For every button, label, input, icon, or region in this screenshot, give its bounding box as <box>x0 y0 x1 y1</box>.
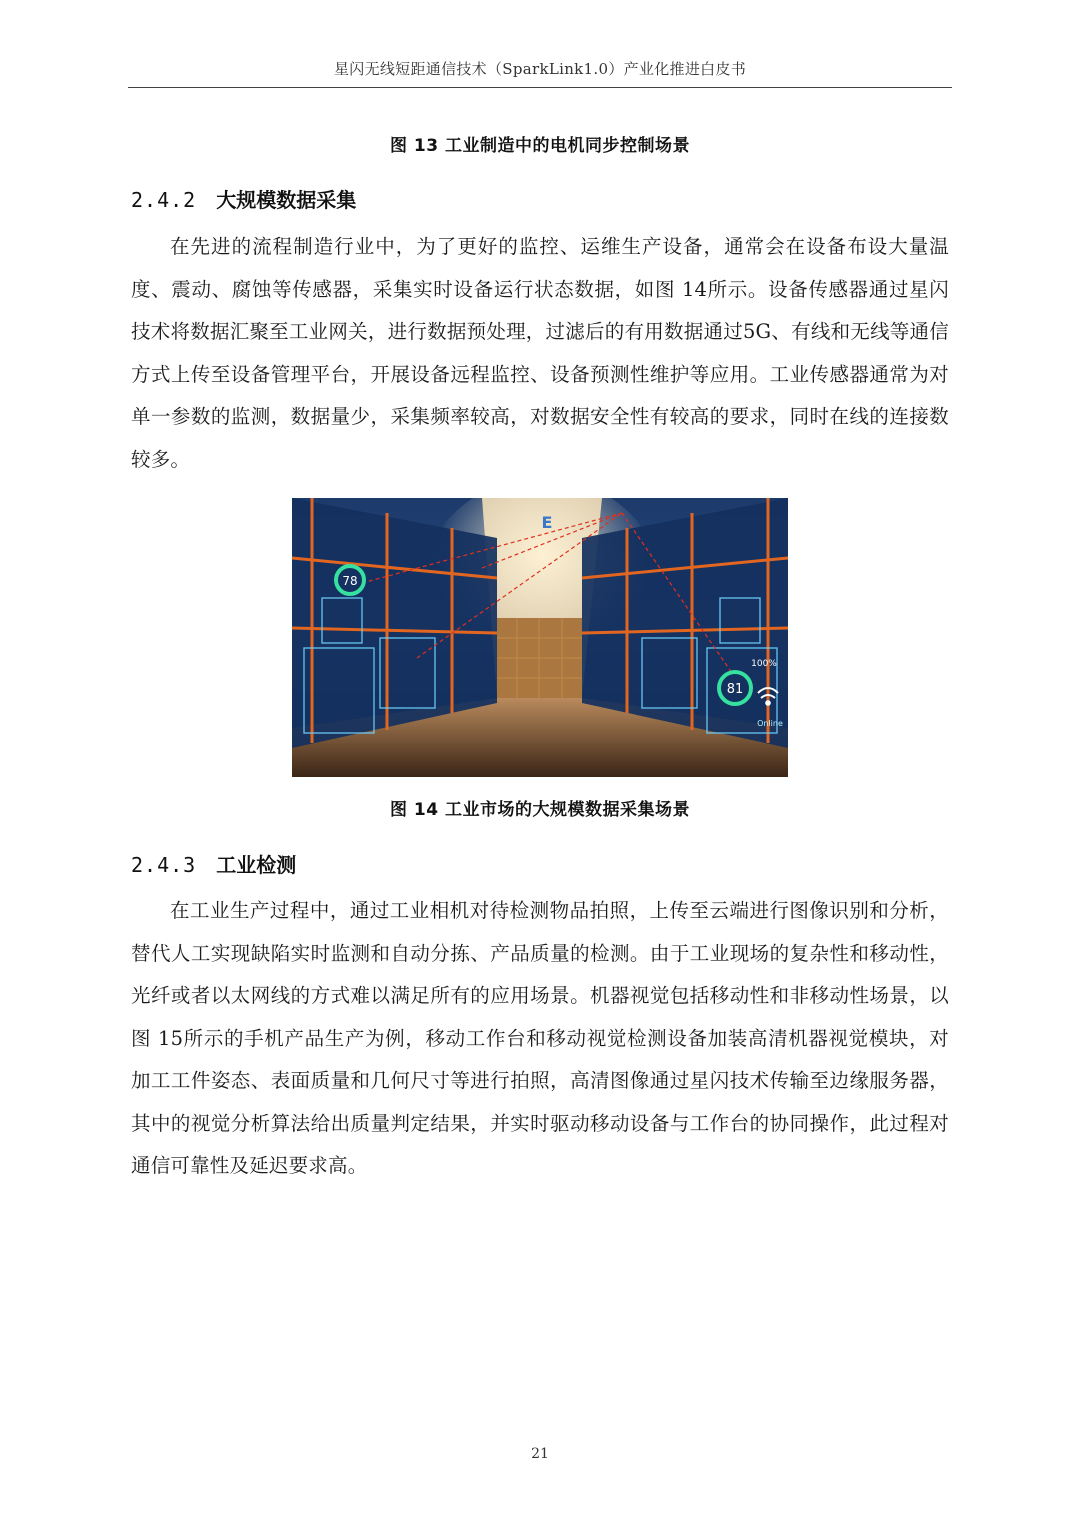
section-number: 2.4.2 <box>131 188 197 212</box>
section-number: 2.4.3 <box>131 853 197 877</box>
section-2-4-3-paragraph: 在工业生产过程中，通过工业相机对待检测物品拍照，上传至云端进行图像识别和分析，替代人工实现缺陷实时监测和自动分拣、产品质量的检测。由于工业现场的复杂性和移动性，光纤或者以太网线的方式难以满足所有的应用场景。机器视觉包括移动性和非移动性场景，以图 15所示的手机产品生产为例，移动工作台和移动视觉检测设备加装高清机器视觉模块，对加工工件姿态、表面质量和几何尺寸等进行拍照，高清图像通过星闪技术传输至边缘服务器，其中的视觉分析算法给出质量判定结果，并实时驱动移动设备与工作台的协同操作，此过程对通信可靠性及延迟要求高。 <box>131 899 949 1177</box>
section-2-4-2-heading <box>131 184 356 213</box>
running-header: 星闪无线短距通信技术（SparkLink1.0）产业化推进白皮书 <box>333 60 747 78</box>
section-title: 大规模数据采集 <box>216 188 357 212</box>
header-rule <box>128 87 952 88</box>
warehouse-illustration <box>292 498 788 777</box>
section-2-4-3-heading <box>131 849 296 878</box>
section-2-4-2-paragraph: 在先进的流程制造行业中，为了更好的监控、运维生产设备，通常会在设备布设大量温度、震动、腐蚀等传感器，采集实时设备运行状态数据，如图 14所示。设备传感器通过星闪技术将数据汇聚至工业网关，进行数据预处理，过滤后的有用数据通过5G、有线和无线等通信方式上传至设备管理平台，开展设备远程监控、设备预测性维护等应用。工业传感器通常为对单一参数的监测，数据量少，采集频率较高，对数据安全性有较高的要求，同时在线的连接数较多。 <box>131 235 949 471</box>
online-label: Online <box>757 719 783 728</box>
gauge-value-left: 78 <box>342 574 358 588</box>
section-title: 工业检测 <box>216 853 297 877</box>
figure-14-caption: 图 14 工业市场的大规模数据采集场景 <box>390 800 690 820</box>
aisle-sign: E <box>541 513 553 532</box>
page-number: 21 <box>531 1446 549 1462</box>
gauge-value-right: 81 <box>726 682 744 697</box>
warehouse-figure <box>292 498 788 777</box>
figure-13-caption: 图 13 工业制造中的电机同步控制场景 <box>390 136 690 156</box>
percent-label: 100% <box>751 659 777 669</box>
